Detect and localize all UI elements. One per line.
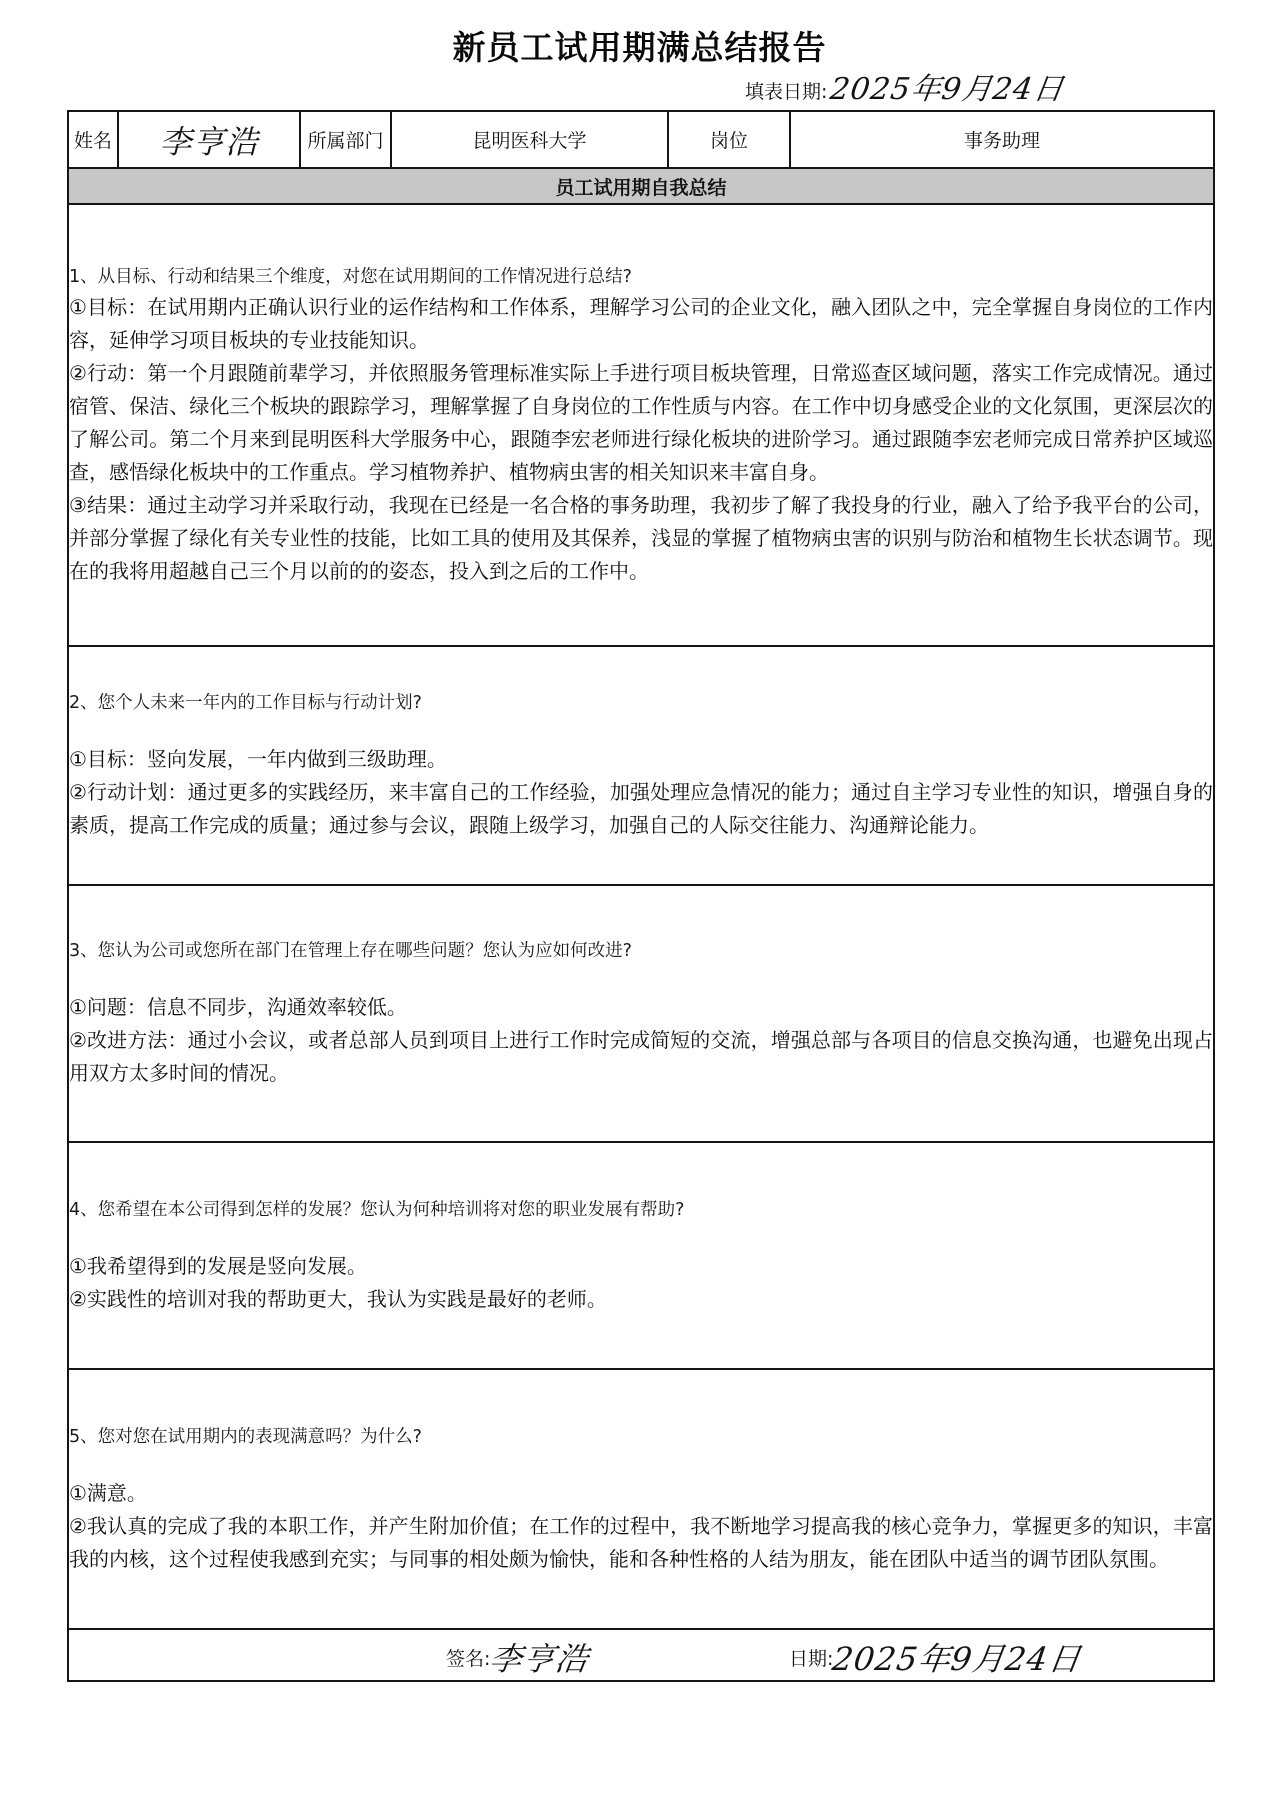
fill-date (745, 68, 1065, 108)
answer-3-problem: ①问题：信息不同步，沟通效率较低。 (69, 995, 407, 1019)
answer-4-training: ②实践性的培训对我的帮助更大，我认为实践是最好的老师。 (69, 1286, 607, 1311)
question-section-2 (68, 646, 1214, 885)
answer-2-plan: ②行动计划：通过更多的实践经历，来丰富自己的工作经验，加强处理应急情况的能力；通过自主学习专业性的知识，增强自身的素质，提高工作完成的质量；通过参与会议，跟随上级学习，加强自己的人际交往能力、沟通辩论能力。 (69, 780, 1213, 837)
answer-field-4[interactable] (68, 1142, 1214, 1369)
section-header: 员工试用期自我总结 (68, 168, 1214, 204)
question-section-5 (68, 1369, 1214, 1629)
question-section-3 (68, 885, 1214, 1142)
employee-info-row (68, 111, 1214, 168)
answer-1-result: ③结果：通过主动学习并采取行动，我现在已经是一名合格的事务助理，我初步了解了我投身的行业，融入了给予我平台的公司，并部分掌握了绿化有关专业性的技能，比如工具的使用及其保养，浅显的掌握了植物病虫害的识别与防治和植物生长状态调节。现在的我将用超越自己三个月以前的的姿态，投入到之后的工作中。 (69, 492, 1213, 583)
signature-row (68, 1629, 1214, 1681)
answer-4-development: ①我希望得到的发展是竖向发展。 (69, 1253, 367, 1278)
fill-date-label: 填表日期: (745, 81, 828, 103)
name-label: 姓名 (68, 111, 118, 168)
question-1: 1、从目标、行动和结果三个维度，对您在试用期间的工作情况进行总结? (69, 266, 632, 287)
answer-field-1[interactable] (68, 204, 1214, 646)
answer-5-reason: ②我认真的完成了我的本职工作，并产生附加价值；在工作的过程中，我不断地学习提高我的核心竞争力，掌握更多的知识，丰富我的内核，这个过程使我感到充实；与同事的相处颇为愉快，能和各种性格的人结为朋友，能在团队中适当的调节团队氛围。 (69, 1513, 1213, 1571)
answer-2-goal: ①目标：竖向发展，一年内做到三级助理。 (69, 747, 447, 771)
name-value[interactable]: 李亨浩 (118, 111, 300, 168)
signature-date-value[interactable]: 2025年9月24日 (830, 1640, 1085, 1678)
signature-date-label: 日期: (789, 1647, 834, 1670)
document-title: 新员工试用期满总结报告 (452, 28, 827, 67)
question-3: 3、您认为公司或您所在部门在管理上存在哪些问题？您认为应如何改进? (69, 941, 632, 961)
answer-field-3[interactable] (68, 885, 1214, 1142)
answer-5-satisfied: ①满意。 (69, 1480, 147, 1505)
answer-1-goal: ①目标：在试用期内正确认识行业的运作结构和工作体系，理解学习公司的企业文化，融入团队之中，完全掌握自身岗位的工作内容，延伸学习项目板块的专业技能知识。 (69, 294, 1213, 352)
answer-1-action: ②行动：第一个月跟随前辈学习，并依照服务管理标准实际上手进行项目板块管理，日常巡查区域问题，落实工作完成情况。通过宿管、保洁、绿化三个板块的跟踪学习，理解掌握了自身岗位的工作性质与内容。在工作中切身感受企业的文化氛围，更深层次的了解公司。第二个月来到昆明医科大学服务中心，跟随李宏老师进行绿化板块的进阶学习。通过跟随李宏老师完成日常养护区域巡查，感悟绿化板块中的工作重点。学习植物养护、植物病虫害的相关知识来丰富自身。 (69, 360, 1213, 484)
department-label: 所属部门 (300, 111, 391, 168)
question-4: 4、您希望在本公司得到怎样的发展？您认为何种培训将对您的职业发展有帮助? (69, 1199, 685, 1220)
answer-3-improvement: ②改进方法：通过小会议，或者总部人员到项目上进行工作时完成简短的交流，增强总部与各项目的信息交换沟通，也避免出现占用双方太多时间的情况。 (69, 1028, 1213, 1085)
signature-date (789, 1634, 1085, 1680)
answer-field-2[interactable] (68, 646, 1214, 885)
question-section-4 (68, 1142, 1214, 1369)
signature (446, 1634, 592, 1680)
position-value[interactable]: 事务助理 (790, 111, 1214, 168)
section-header-row (68, 168, 1214, 204)
signature-value[interactable]: 李亨浩 (487, 1640, 592, 1678)
question-5: 5、您对您在试用期内的表现满意吗？为什么? (69, 1426, 422, 1447)
signature-label: 签名: (446, 1647, 491, 1670)
position-label: 岗位 (668, 111, 790, 168)
summary-form-table (67, 110, 1215, 1682)
question-section-1 (68, 204, 1214, 646)
question-2: 2、您个人未来一年内的工作目标与行动计划? (69, 693, 422, 713)
fill-date-value: 2025年9月24日 (828, 72, 1067, 107)
department-value[interactable]: 昆明医科大学 (391, 111, 668, 168)
answer-field-5[interactable] (68, 1369, 1214, 1629)
